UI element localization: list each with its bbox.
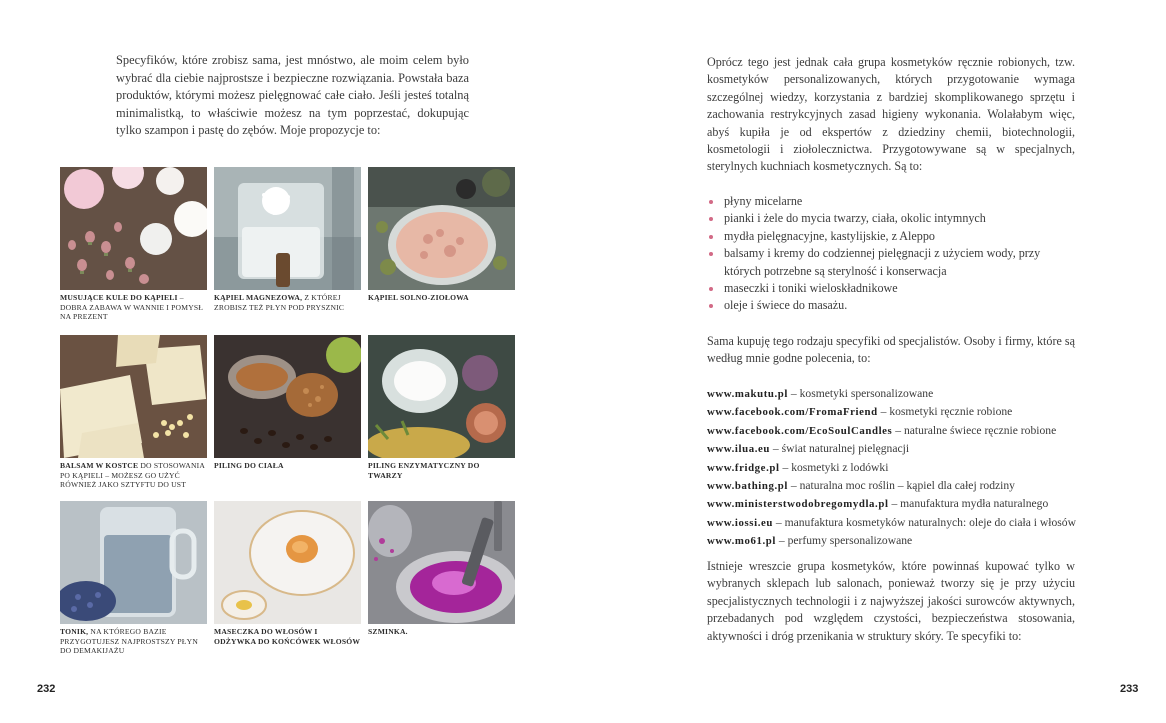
link-description: – kosmetyki z lodówki: [779, 460, 889, 474]
photo-tile-bath-bombs: [60, 167, 207, 322]
photo-enzyme-peel: [368, 335, 515, 458]
list-item: pianki i żele do mycia twarzy, ciała, okolic intymnych: [707, 210, 1075, 227]
caption-toner: TONIK, NA KTÓREGO BAZIE PRZYGOTUJESZ NAJPROSTSZY PŁYN DO DEMAKIJAŻU: [60, 627, 199, 656]
photo-tile-salt-herbal: [368, 167, 515, 303]
list-item: maseczki i toniki wieloskładnikowe: [707, 280, 1075, 297]
caption-lipstick: SZMINKA.: [368, 627, 408, 636]
photo-lipstick: [368, 501, 515, 624]
link-url: www.facebook.com/EcoSoulCandles: [707, 424, 893, 437]
recommended-links: [707, 385, 1075, 551]
paragraph-text: Istnieje wreszcie grupa kosmetyków, które powinnaś kupować tylko w wybranych sklepach lub salonach, ponieważ tworzy się je przy użyciu specjalistycznych technologii i z najwyższej jakości surowców aktywnych, przebadanych pod względem czystości, bezpieczeństwa stosowania, aktywności i dróg przenikania w struktury skóry. Te specyfiki to:: [707, 559, 1075, 643]
photo-tile-lipstick: [368, 501, 515, 637]
photo-lotion-bar: [60, 335, 207, 458]
list-item: oleje i świece do masażu.: [707, 297, 1075, 314]
link-description: – naturalne świece ręcznie robione: [892, 423, 1057, 437]
link-row: [707, 385, 1075, 403]
link-description: – świat naturalnej pielęgnacji: [770, 442, 910, 456]
link-description: – manufaktura mydła naturalnego: [888, 497, 1049, 511]
link-description: – perfumy spersonalizowane: [776, 534, 913, 548]
link-row: [707, 477, 1075, 495]
page-number-left: 232: [37, 683, 56, 695]
paragraph-text: Sama kupuję tego rodzaju specyfiki od specjalistów. Osoby i firmy, które są według mnie godne polecenia, to:: [707, 334, 1075, 366]
link-description: – manufaktura kosmetyków naturalnych: oleje do ciała i włosów: [773, 515, 1076, 529]
link-row: [707, 495, 1075, 513]
caption-hair-mask: MASECZKA DO WŁOSÓW I ODŻYWKA DO KOŃCÓWEK WŁOSÓW: [214, 627, 361, 646]
link-url: www.iossi.eu: [707, 516, 773, 529]
paragraph-text: Oprócz tego jest jednak cała grupa kosmetyków ręcznie robionych, tzw. kosmetyków personalizowanych, których przygotowanie wymaga szczególnej wiedzy, korzystania z bardziej skomplikowanego sprzętu i zachowania restrykcyjnych zasad higieny wykonania. Wolałabym więc, abyś kupiła je od ekspertów z dziedziny chemii, biotechnologii, kosmetologii i ziołolecznictwa. Przygotowywane są w specjalnych, sterylnych kuchniach kosmetycznych. Są to:: [707, 55, 1075, 174]
paragraph-salons: [707, 558, 1075, 645]
photo-tile-toner: [60, 501, 207, 656]
link-url: www.fridge.pl: [707, 461, 780, 474]
paragraph-specialists: [707, 333, 1075, 368]
caption-salt-herbal: KĄPIEL SOLNO-ZIOŁOWA: [368, 293, 469, 302]
link-row: [707, 532, 1075, 550]
link-url: www.mo61.pl: [707, 535, 776, 548]
link-row: [707, 514, 1075, 532]
photo-magnesium: [214, 167, 361, 290]
caption-enzyme-peel: PILING ENZYMATYCZNY DO TWARZY: [368, 461, 480, 480]
link-url: www.ministerstwodobregomydla.pl: [707, 498, 889, 511]
intro-text: Specyfików, które zrobisz sama, jest mnóstwo, ale moim celem było wybrać dla ciebie najprostsze i bezpieczne rozwiązania. Powstała baza produktów, którymi możesz pielęgnować całe ciało. Jeśli jesteś totalną minimalistką, to właściwie możesz na tym poprzestać, dokupując tylko szampon i pastę do zębów. Moje propozycje to:: [116, 53, 469, 138]
caption-lotion-bar: BALSAM W KOSTCE DO STOSOWANIA PO KĄPIELI – MOŻESZ GO UŻYĆ RÓWNIEŻ JAKO SZTYFTU DO UST: [60, 461, 205, 490]
list-item: balsamy i kremy do codziennej pielęgnacji z użyciem wody, przy których potrzebne są sterylność i konserwacja: [707, 245, 1075, 280]
link-row: [707, 422, 1075, 440]
link-description: – kosmetyki spersonalizowane: [788, 387, 934, 400]
caption-magnesium: KĄPIEL MAGNEZOWA, Z KTÓREJ ZROBISZ TEŻ PŁYN POD PRYSZNIC: [214, 293, 345, 312]
caption-bath-bombs: MUSUJĄCE KULE DO KĄPIELI – DOBRA ZABAWA W WANNIE I POMYSŁ NA PREZENT: [60, 293, 204, 322]
photo-salt-herbal: [368, 167, 515, 290]
caption-body-scrub: PILING DO CIAŁA: [214, 461, 284, 470]
link-url: www.makutu.pl: [707, 388, 789, 400]
photo-bath-bombs: [60, 167, 207, 290]
bullet-list: [707, 193, 1075, 315]
link-row: [707, 459, 1075, 477]
photo-tile-hair-mask: [214, 501, 361, 646]
list-item: płyny micelarne: [707, 193, 1075, 210]
link-description: – kosmetyki ręcznie robione: [877, 405, 1013, 419]
photo-tile-lotion-bar: [60, 335, 207, 490]
page-number-right: 233: [1120, 683, 1139, 695]
intro-paragraph: [116, 52, 469, 140]
photo-tile-body-scrub: [214, 335, 361, 471]
link-row: [707, 440, 1075, 458]
link-url: www.facebook.com/FromaFriend: [707, 406, 878, 419]
link-url: www.bathing.pl: [707, 480, 789, 493]
link-description: – naturalna moc roślin – kąpiel dla całej rodziny: [788, 479, 1015, 493]
photo-toner: [60, 501, 207, 624]
link-row: [707, 403, 1075, 421]
photo-body-scrub: [214, 335, 361, 458]
paragraph-personalized: [707, 54, 1075, 176]
list-item: mydła pielęgnacyjne, kastylijskie, z Aleppo: [707, 228, 1075, 245]
photo-tile-enzyme-peel: [368, 335, 515, 480]
photo-hair-mask: [214, 501, 361, 624]
photo-tile-magnesium: [214, 167, 361, 312]
link-url: www.ilua.eu: [707, 443, 770, 456]
right-page: [583, 0, 1166, 723]
